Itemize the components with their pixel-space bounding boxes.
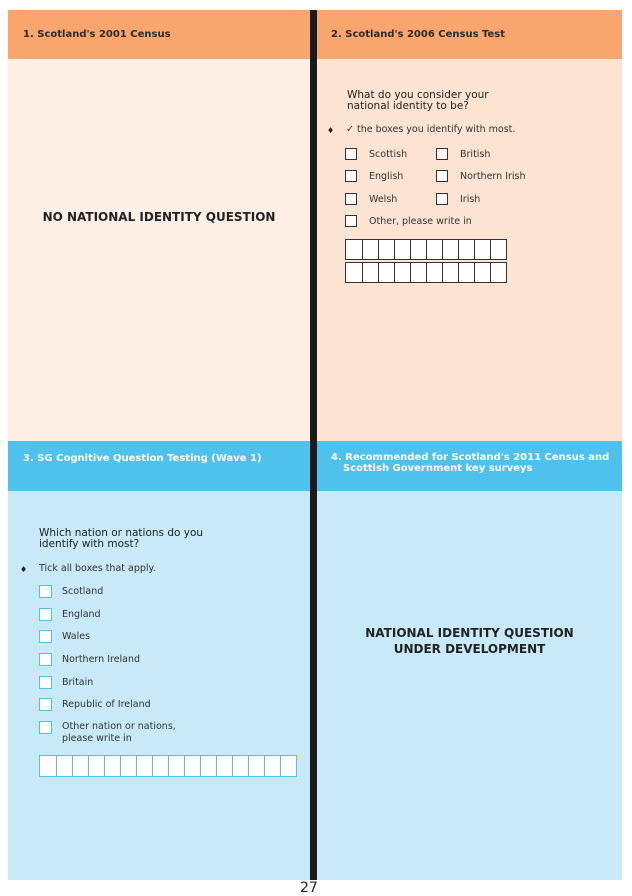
write-in-cell[interactable] — [168, 756, 184, 776]
write-in-cell[interactable] — [490, 263, 506, 282]
checkbox[interactable] — [345, 170, 357, 182]
option-other[interactable] — [345, 215, 472, 227]
write-in-cell[interactable] — [426, 240, 442, 259]
panel-2-header — [317, 10, 622, 59]
panel-2-header-text: 2. Scotland's 2006 Census Test — [331, 29, 506, 40]
write-in-cell[interactable] — [120, 756, 136, 776]
panel-4-body-line1: NATIONAL IDENTITY QUESTION — [365, 626, 574, 640]
option-label: British — [460, 148, 491, 160]
checkbox[interactable] — [39, 630, 52, 643]
panel-1-header — [8, 10, 310, 59]
option-republic-of-ireland[interactable] — [39, 698, 151, 711]
option-northern-ireland[interactable] — [39, 653, 140, 666]
checkbox[interactable] — [39, 585, 52, 598]
option-irish[interactable] — [436, 193, 480, 205]
option-label-line1: Other nation or nations, — [62, 721, 176, 732]
write-in-cell[interactable] — [232, 756, 248, 776]
panel-2-question-line1: What do you consider your — [347, 89, 489, 101]
write-in-cell[interactable] — [410, 240, 426, 259]
option-label-line2: please write in — [62, 733, 132, 744]
page-number: 27 — [300, 880, 318, 896]
write-in-cell[interactable] — [88, 756, 104, 776]
write-in-cell[interactable] — [362, 263, 378, 282]
panel-3-bullet: ♦ — [20, 565, 28, 574]
write-in-cell[interactable] — [458, 240, 474, 259]
write-in-field-row-2[interactable] — [345, 262, 507, 283]
option-label: Britain — [62, 677, 94, 688]
option-england[interactable] — [39, 608, 101, 621]
panel-2-question — [347, 90, 489, 112]
checkbox[interactable] — [39, 698, 52, 711]
panel-3-question-line1: Which nation or nations do you — [39, 527, 204, 539]
write-in-field-row-1[interactable] — [345, 239, 507, 260]
panel-3-question — [39, 528, 203, 550]
write-in-cell[interactable] — [72, 756, 88, 776]
panel-2-instruction: ✓ the boxes you identify with most. — [346, 124, 516, 135]
write-in-cell[interactable] — [346, 263, 362, 282]
write-in-cell[interactable] — [474, 263, 490, 282]
option-label: Scottish — [369, 148, 408, 160]
option-label: Wales — [62, 631, 91, 642]
panel-1-no-question-text: NO NATIONAL IDENTITY QUESTION — [42, 210, 276, 224]
write-in-cell[interactable] — [40, 756, 56, 776]
write-in-cell[interactable] — [136, 756, 152, 776]
panel-2-bullet: ♦ — [327, 126, 335, 135]
option-label: English — [369, 170, 404, 182]
write-in-cell[interactable] — [104, 756, 120, 776]
option-label: Irish — [460, 193, 481, 205]
write-in-cell[interactable] — [346, 240, 362, 259]
write-in-cell[interactable] — [378, 240, 394, 259]
panel-3-header-text: 3. SG Cognitive Question Testing (Wave 1) — [23, 453, 262, 464]
write-in-cell[interactable] — [394, 263, 410, 282]
write-in-cell[interactable] — [442, 263, 458, 282]
panel-1-header-text: 1. Scotland's 2001 Census — [23, 29, 171, 40]
checkbox[interactable] — [345, 148, 357, 160]
option-british[interactable] — [436, 148, 490, 160]
panel-2-body — [317, 59, 622, 441]
panel-3-question-line2: identify with most? — [39, 538, 140, 550]
write-in-cell[interactable] — [152, 756, 168, 776]
checkbox[interactable] — [39, 608, 52, 621]
write-in-cell[interactable] — [184, 756, 200, 776]
option-welsh[interactable] — [345, 193, 397, 205]
write-in-cell[interactable] — [410, 263, 426, 282]
panel-1-body — [8, 59, 310, 441]
option-northern-irish[interactable] — [436, 170, 526, 182]
option-label — [62, 721, 176, 745]
checkbox[interactable] — [436, 170, 448, 182]
panel-divider — [310, 10, 317, 880]
checkbox[interactable] — [345, 215, 357, 227]
write-in-cell[interactable] — [490, 240, 506, 259]
checkbox[interactable] — [345, 193, 357, 205]
write-in-cell[interactable] — [426, 263, 442, 282]
panel-4-body — [317, 491, 622, 880]
option-britain[interactable] — [39, 676, 93, 689]
checkbox[interactable] — [436, 148, 448, 160]
option-label: England — [62, 609, 101, 620]
write-in-field[interactable] — [39, 755, 297, 777]
option-label: Republic of Ireland — [62, 699, 151, 710]
option-label: Scotland — [62, 586, 104, 597]
write-in-cell[interactable] — [56, 756, 72, 776]
option-english[interactable] — [345, 170, 403, 182]
write-in-cell[interactable] — [248, 756, 264, 776]
checkbox[interactable] — [436, 193, 448, 205]
checkbox[interactable] — [39, 653, 52, 666]
write-in-cell[interactable] — [394, 240, 410, 259]
panel-3-header — [8, 441, 310, 491]
write-in-cell[interactable] — [474, 240, 490, 259]
option-label: Other, please write in — [369, 215, 472, 227]
panel-2-question-line2: national identity to be? — [347, 100, 469, 112]
option-scottish[interactable] — [345, 148, 407, 160]
write-in-cell[interactable] — [458, 263, 474, 282]
panel-4-body-line2: UNDER DEVELOPMENT — [393, 642, 546, 656]
write-in-cell[interactable] — [378, 263, 394, 282]
option-wales[interactable] — [39, 630, 90, 643]
option-label: Welsh — [369, 193, 398, 205]
write-in-cell[interactable] — [264, 756, 280, 776]
option-scotland[interactable] — [39, 585, 103, 598]
write-in-cell[interactable] — [200, 756, 216, 776]
checkbox[interactable] — [39, 676, 52, 689]
write-in-cell[interactable] — [216, 756, 232, 776]
write-in-cell[interactable] — [280, 756, 296, 776]
option-label: Northern Ireland — [62, 654, 141, 665]
panel-3-body — [8, 491, 310, 880]
write-in-cell[interactable] — [362, 240, 378, 259]
panel-3-instruction: Tick all boxes that apply. — [39, 563, 156, 574]
panel-4-header — [317, 441, 622, 491]
option-label: Northern Irish — [460, 170, 526, 182]
panel-4-header-line2: Scottish Government key surveys — [343, 463, 533, 474]
checkbox[interactable] — [39, 721, 52, 734]
panel-4-under-development-text — [317, 625, 622, 657]
option-other-nation[interactable] — [39, 721, 176, 745]
write-in-cell[interactable] — [442, 240, 458, 259]
panel-4-header-line1: 4. Recommended for Scotland's 2011 Census and — [331, 452, 610, 463]
